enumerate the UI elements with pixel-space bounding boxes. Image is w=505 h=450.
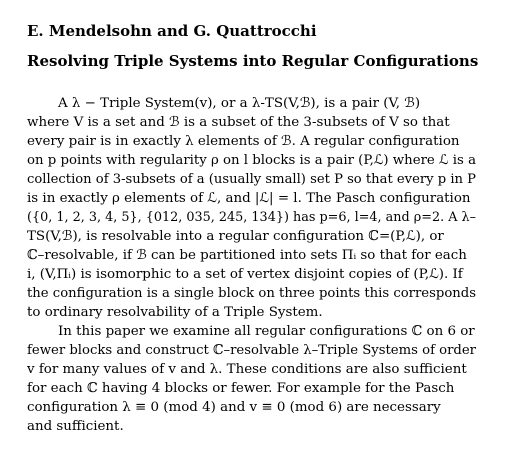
abstract-line: to ordinary resolvability of a Triple System. — [27, 305, 323, 320]
abstract-line: every pair is in exactly λ elements of ℬ. A regular configuration — [27, 134, 460, 149]
abstract-line: A λ − Triple System(v), or a λ-TS(V,ℬ), is a pair (V, ℬ) — [58, 96, 421, 111]
abstract-line: ℂ–resolvable, if ℬ can be partitioned into sets Πᵢ so that for each — [27, 248, 467, 263]
abstract-line: for each ℂ having 4 blocks or fewer. For example for the Pasch — [27, 381, 455, 396]
abstract-line: is in exactly ρ elements of ℒ, and |ℒ| = l. The Pasch configuration — [27, 191, 471, 206]
abstract-line: i, (V,Πᵢ) is isomorphic to a set of vertex disjoint copies of (P,ℒ). If — [27, 267, 463, 282]
abstract-line: configuration λ ≡ 0 (mod 4) and v ≡ 0 (mod 6) are necessary — [27, 400, 441, 415]
abstract-line: ({0, 1, 2, 3, 4, 5}, {012, 035, 245, 134}) has p=6, l=4, and ρ=2. A λ– — [27, 210, 476, 225]
abstract-line: fewer blocks and construct ℂ–resolvable λ–Triple Systems of order — [27, 343, 476, 358]
paper-title: Resolving Triple Systems into Regular Configurations — [27, 52, 479, 70]
abstract-line: v for many values of v and λ. These conditions are also sufficient — [27, 362, 467, 377]
abstract-line: In this paper we examine all regular configurations ℂ on 6 or — [58, 324, 475, 339]
abstract-line: where V is a set and ℬ is a subset of the 3-subsets of V so that — [27, 115, 450, 130]
paper-authors: E. Mendelsohn and G. Quattrocchi — [27, 22, 317, 40]
abstract-line: the configuration is a single block on three points this corresponds — [27, 286, 476, 301]
abstract-line: on p points with regularity ρ on l blocks is a pair (P,ℒ) where ℒ is a — [27, 153, 476, 168]
abstract-line: collection of 3-subsets of a (usually small) set P so that every p in P — [27, 172, 476, 187]
abstract-line: TS(V,ℬ), is resolvable into a regular configuration ℂ=(P,ℒ), or — [27, 229, 444, 244]
abstract-line: and sufficient. — [27, 419, 124, 434]
